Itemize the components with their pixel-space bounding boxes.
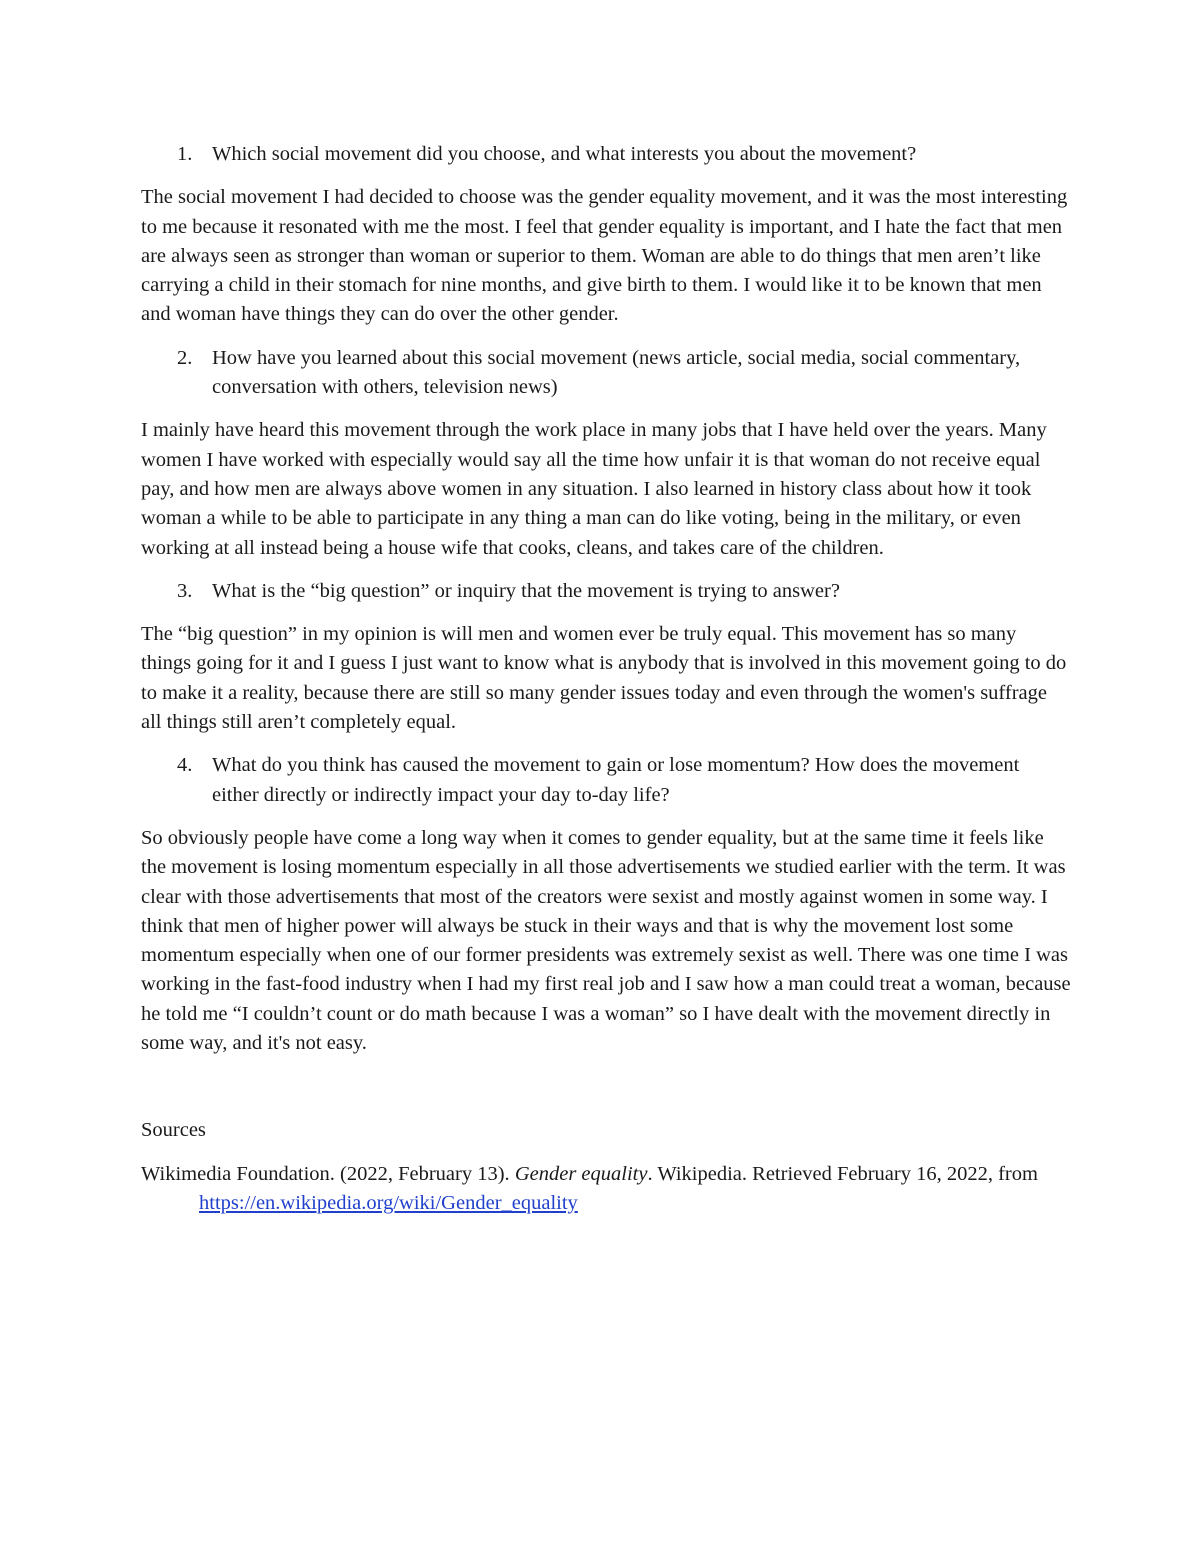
answer-4: So obviously people have come a long way when it comes to gender equality, but at the same time it feels like the movement is losing momentum especially in all those advertisements we studied earlier with the term. It was clear with those advertisements that most of the creators were sexist and mostly against women in some way. I think that men of higher power will always be stuck in their ways and that is why the movement lost some momentum especially when one of our former presidents was extremely sexist as well. There was one time I was working in the fast-food industry when I had my first real job and I saw how a man could treat a woman, because he told me “I couldn’t count or do math because I was a woman” so I have dealt with the movement directly in some way, and it's not easy. (141, 826, 1071, 1055)
question-1 (141, 140, 1071, 169)
question-text: What do you think has caused the movement to gain or lose momentum? How does the movement either directly or indirectly impact your day to-day life? (212, 754, 1020, 806)
reference-author-date: Wikimedia Foundation. (2022, February 13). (141, 1162, 515, 1185)
answer-3: The “big question” in my opinion is will men and women ever be truly equal. This movement has so many things going for it and I guess I just want to know what is anybody that is involved in this movement going to do to make it a reality, because there are still so many gender issues today and even through the women's suffrage all things still aren’t completely equal. (141, 623, 1067, 734)
document-page (141, 140, 1071, 1218)
question-3 (141, 577, 1071, 606)
question-text: Which social movement did you choose, and what interests you about the movement? (212, 143, 917, 165)
reference-link[interactable]: https://en.wikipedia.org/wiki/Gender_equality (199, 1191, 578, 1214)
answer-1: The social movement I had decided to choose was the gender equality movement, and it was the most interesting to me because it resonated with me the most. I feel that gender equality is important, and I hate the fact that men are always seen as stronger than woman or superior to them. Woman are able to do things that men aren’t like carrying a child in their stomach for nine months, and give birth to them. I would like it to be known that men and woman have things they can do over the other gender. (141, 186, 1068, 326)
question-number: 2. (177, 346, 193, 369)
reference-entry (141, 1160, 1071, 1219)
reference-retrieved: . Wikipedia. Retrieved February 16, 2022, from (647, 1162, 1038, 1185)
sources-heading: Sources (141, 1119, 206, 1142)
question-2 (141, 344, 1071, 403)
question-4 (141, 751, 1071, 810)
question-text: What is the “big question” or inquiry that the movement is trying to answer? (212, 579, 840, 602)
reference-title: Gender equality (514, 1162, 648, 1185)
question-number: 3. (177, 579, 193, 602)
question-number: 4. (177, 754, 193, 777)
question-text: How have you learned about this social movement (news article, social media, social commentary, conversation with others, television news) (212, 346, 1021, 399)
answer-2: I mainly have heard this movement through the work place in many jobs that I have held over the years. Many women I have worked with especially would say all the time how unfair it is that woman do not receive equal pay, and how men are always above women in any situation. I also learned in history class about how it took woman a while to be able to participate in any thing a man can do like voting, being in the military, or even working at all instead being a house wife that cooks, cleans, and takes care of the children. (141, 419, 1047, 559)
question-number: 1. (177, 143, 193, 165)
